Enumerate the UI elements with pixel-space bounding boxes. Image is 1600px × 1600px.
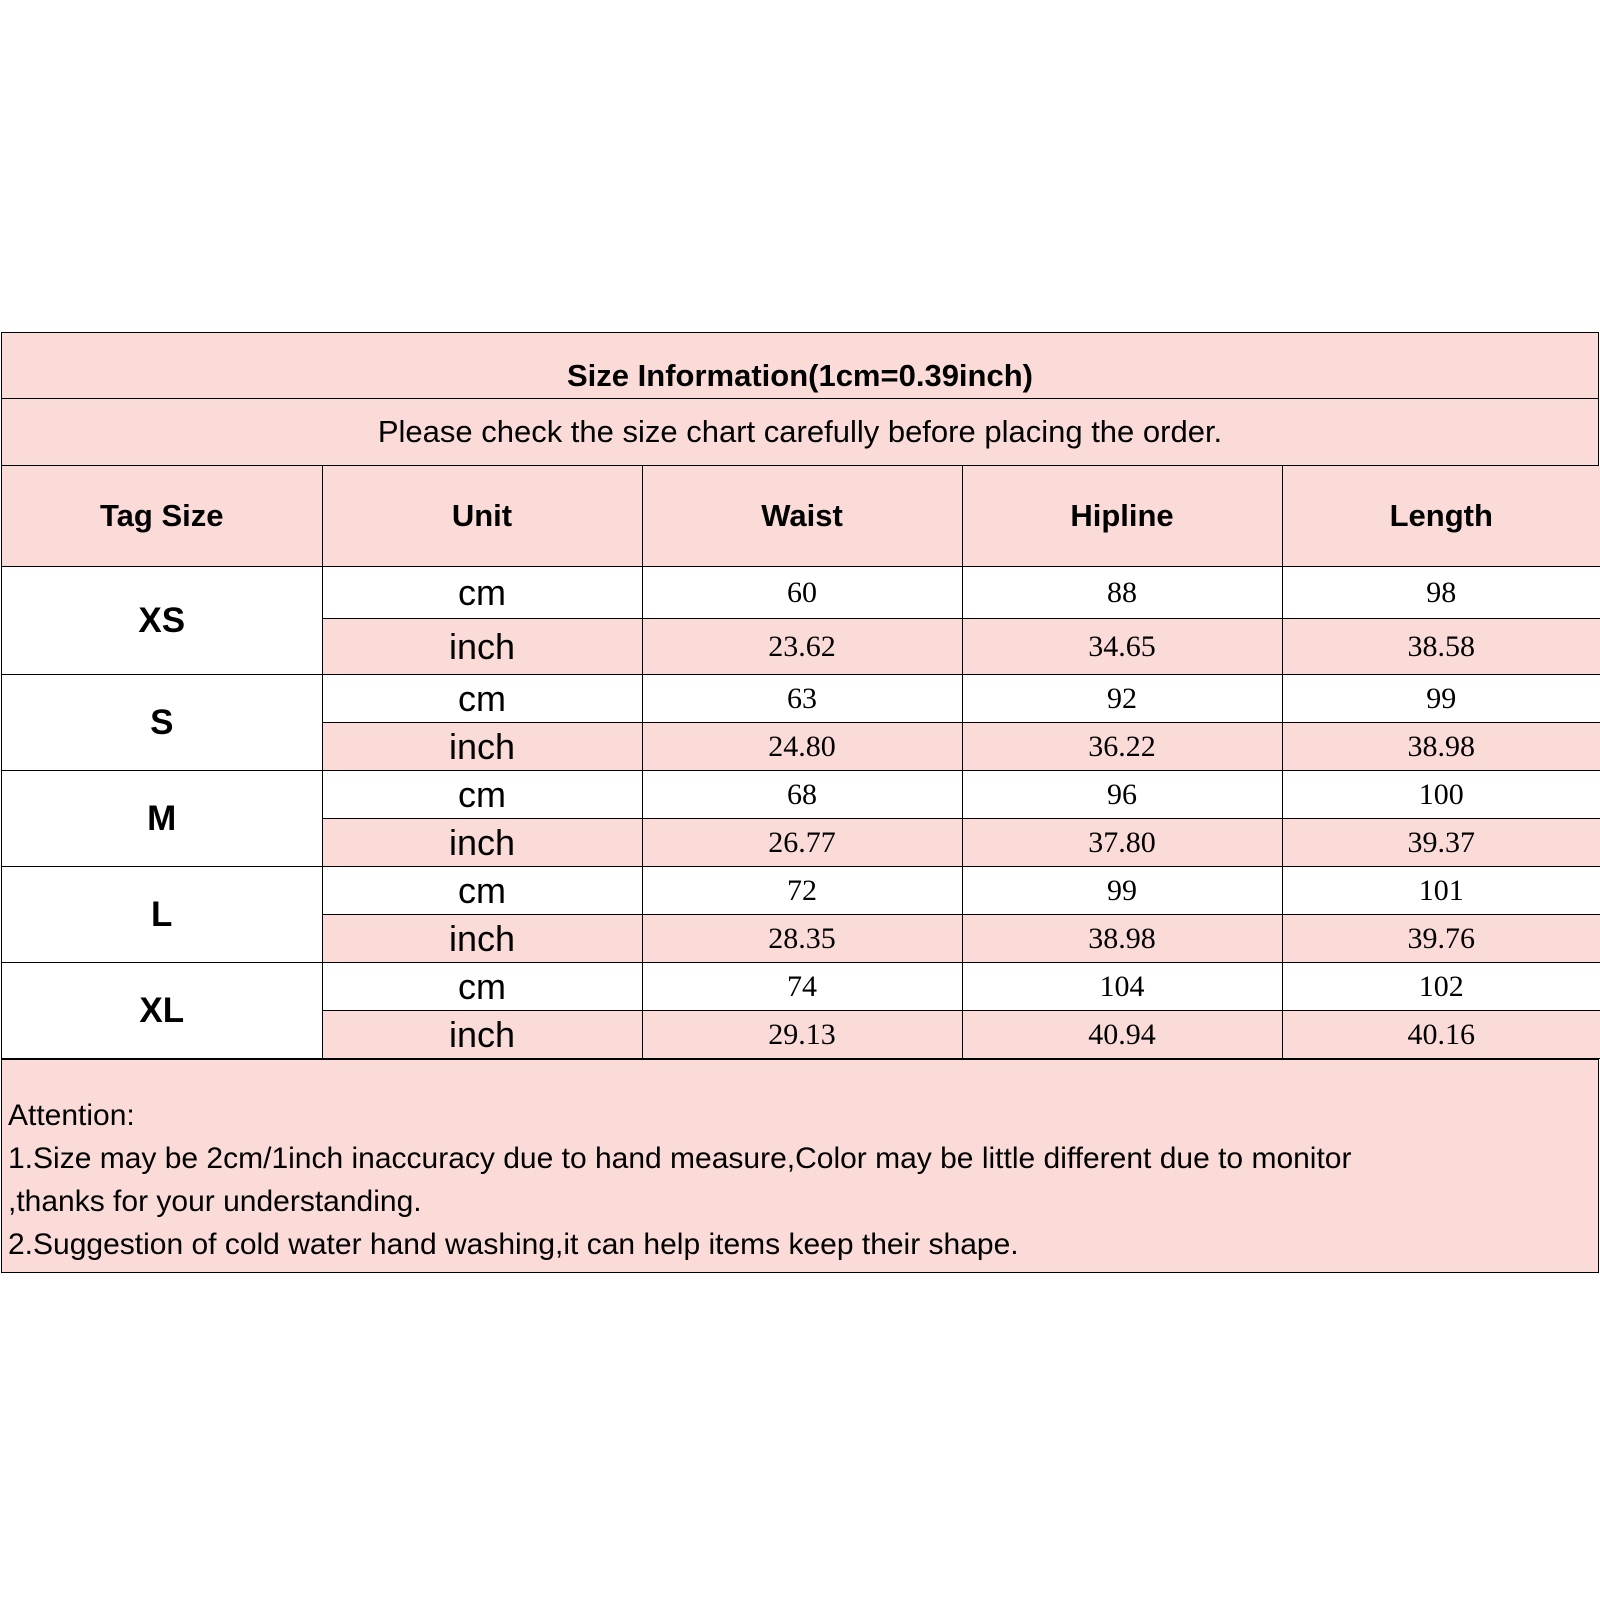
size-chart-notice: Please check the size chart carefully before placing the order. [2, 399, 1598, 466]
length-cell: 101 [1282, 867, 1600, 915]
unit-cell: cm [322, 675, 642, 723]
length-cell: 38.98 [1282, 723, 1600, 771]
size-info-title: Size Information(1cm=0.39inch) [2, 333, 1598, 399]
hipline-cell: 104 [962, 963, 1282, 1011]
hipline-cell: 38.98 [962, 915, 1282, 963]
column-header-waist: Waist [642, 466, 962, 567]
length-cell: 100 [1282, 771, 1600, 819]
waist-cell: 63 [642, 675, 962, 723]
tag-size-cell: M [2, 771, 322, 867]
hipline-cell: 88 [962, 567, 1282, 619]
attention-line: ,thanks for your understanding. [8, 1185, 422, 1218]
table-row [2, 771, 1600, 819]
hipline-cell: 37.80 [962, 819, 1282, 867]
attention-heading: Attention: [8, 1099, 135, 1132]
tag-size-cell: L [2, 867, 322, 963]
column-header-hipline: Hipline [962, 466, 1282, 567]
waist-cell: 29.13 [642, 1011, 962, 1059]
waist-cell: 24.80 [642, 723, 962, 771]
column-header-length: Length [1282, 466, 1600, 567]
column-header-unit: Unit [322, 466, 642, 567]
hipline-cell: 36.22 [962, 723, 1282, 771]
tag-size-cell: XL [2, 963, 322, 1059]
tag-size-cell: XS [2, 567, 322, 675]
unit-cell: inch [322, 915, 642, 963]
column-header-tag-size: Tag Size [2, 466, 322, 567]
table-row [2, 963, 1600, 1011]
length-cell: 38.58 [1282, 619, 1600, 675]
unit-cell: cm [322, 567, 642, 619]
size-chart-sheet [1, 332, 1599, 1273]
table-row [2, 567, 1600, 619]
unit-cell: inch [322, 1011, 642, 1059]
tag-size-cell: S [2, 675, 322, 771]
length-cell: 39.37 [1282, 819, 1600, 867]
length-cell: 99 [1282, 675, 1600, 723]
waist-cell: 68 [642, 771, 962, 819]
attention-line: 1.Size may be 2cm/1inch inaccuracy due to hand measure,Color may be little different due to monitor [8, 1142, 1352, 1175]
waist-cell: 26.77 [642, 819, 962, 867]
table-header-row [2, 466, 1600, 567]
unit-cell: inch [322, 723, 642, 771]
unit-cell: inch [322, 619, 642, 675]
unit-cell: cm [322, 771, 642, 819]
attention-notes [2, 1059, 1598, 1272]
table-row [2, 675, 1600, 723]
unit-cell: cm [322, 963, 642, 1011]
waist-cell: 72 [642, 867, 962, 915]
hipline-cell: 40.94 [962, 1011, 1282, 1059]
length-cell: 40.16 [1282, 1011, 1600, 1059]
table-row [2, 867, 1600, 915]
unit-cell: inch [322, 819, 642, 867]
waist-cell: 23.62 [642, 619, 962, 675]
waist-cell: 74 [642, 963, 962, 1011]
length-cell: 102 [1282, 963, 1600, 1011]
attention-line: 2.Suggestion of cold water hand washing,it can help items keep their shape. [8, 1228, 1019, 1261]
waist-cell: 60 [642, 567, 962, 619]
hipline-cell: 92 [962, 675, 1282, 723]
hipline-cell: 34.65 [962, 619, 1282, 675]
length-cell: 39.76 [1282, 915, 1600, 963]
waist-cell: 28.35 [642, 915, 962, 963]
size-table [2, 466, 1600, 1059]
length-cell: 98 [1282, 567, 1600, 619]
unit-cell: cm [322, 867, 642, 915]
hipline-cell: 99 [962, 867, 1282, 915]
hipline-cell: 96 [962, 771, 1282, 819]
